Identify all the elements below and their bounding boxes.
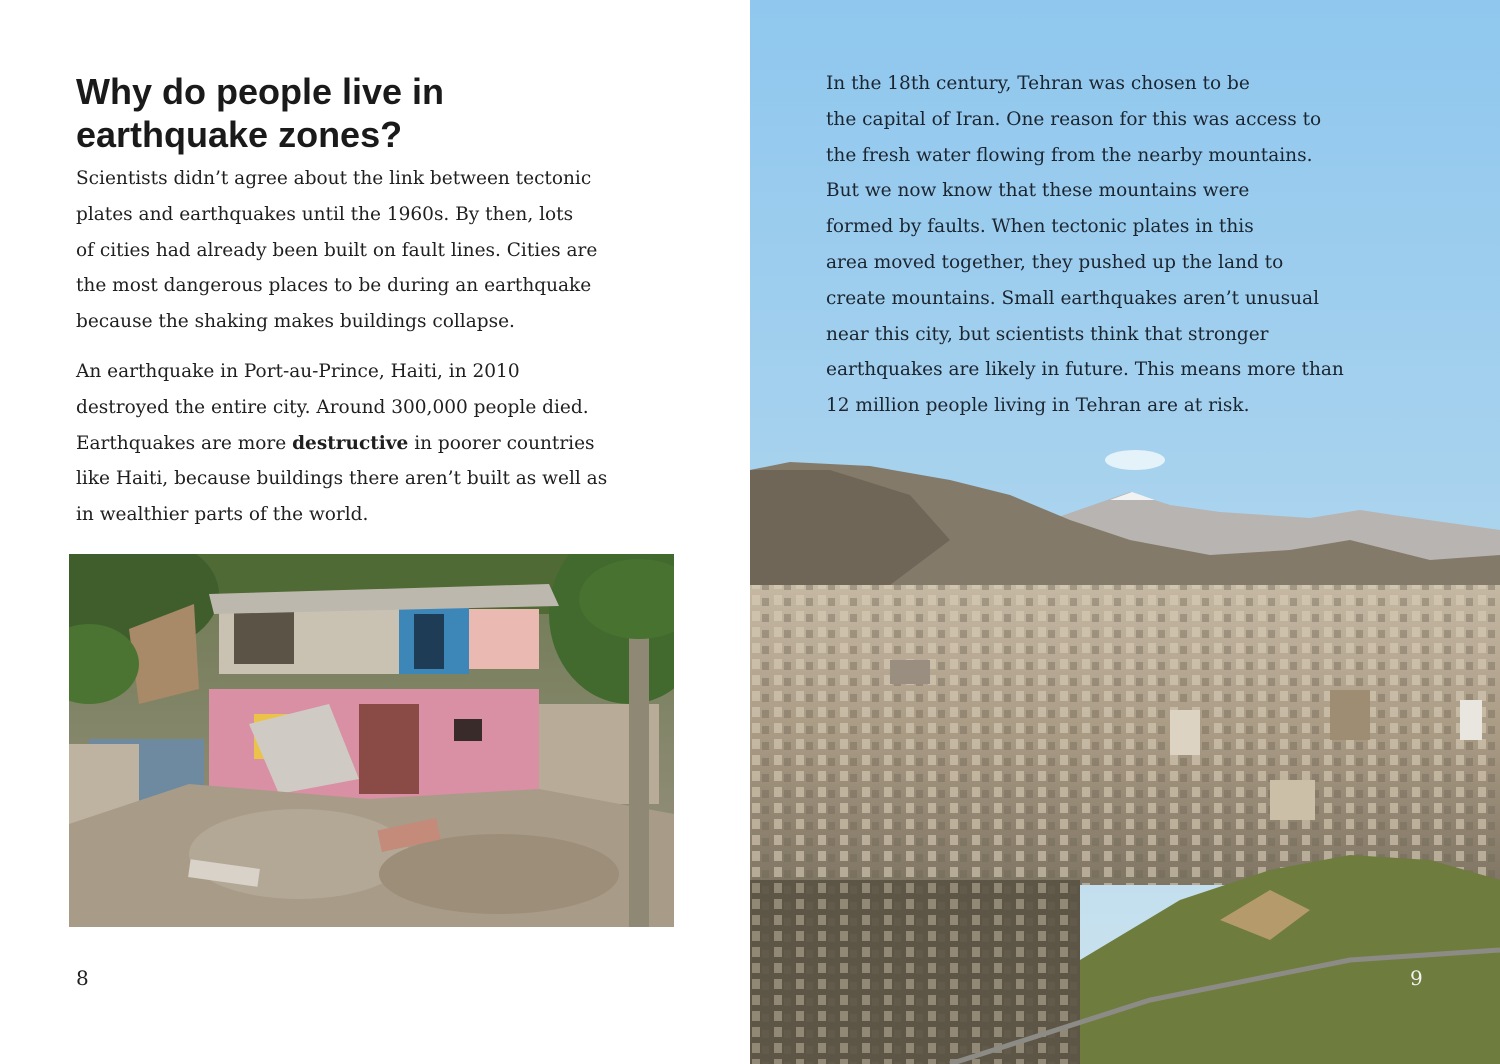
heading-line-2: earthquake zones? (76, 114, 403, 155)
keyword-destructive: destructive (292, 432, 409, 454)
text-line: create mountains. Small earthquakes aren’t unusual (826, 287, 1319, 309)
text-line: in wealthier parts of the world. (76, 504, 369, 526)
text-line: of cities had already been built on fault lines. Cities are (76, 239, 598, 261)
page-number-right: 9 (1410, 966, 1423, 990)
haiti-rubble-illustration (69, 554, 674, 927)
text-fragment: in poorer countries (408, 432, 595, 454)
text-line: In the 18th century, Tehran was chosen to be (826, 73, 1250, 94)
text-line-with-keyword (76, 426, 686, 462)
text-fragment: Earthquakes are more (76, 432, 293, 454)
text-line: destroyed the entire city. Around 300,000 people died. (76, 396, 589, 418)
text-line: the most dangerous places to be during an earthquake (76, 275, 592, 297)
text-line: area moved together, they pushed up the land to (826, 251, 1284, 273)
paragraph-haiti (76, 354, 686, 533)
text-line: Scientists didn’t agree about the link between tectonic (76, 168, 592, 189)
text-line: the capital of Iran. One reason for this was access to (826, 108, 1322, 130)
text-line: But we now know that these mountains were (826, 180, 1250, 202)
haiti-earthquake-photo (69, 554, 674, 927)
text-line: plates and earthquakes until the 1960s. By then, lots (76, 203, 574, 225)
text-line: because the shaking makes buildings collapse. (76, 311, 515, 333)
paragraph-tectonic-history (76, 161, 686, 340)
right-page (750, 0, 1500, 1064)
page-number-left: 8 (76, 966, 89, 990)
paragraph-tehran (826, 66, 1466, 424)
text-line: like Haiti, because buildings there aren’t built as well as (76, 468, 608, 490)
text-line: formed by faults. When tectonic plates in this (826, 216, 1254, 238)
heading-line-1: Why do people live in (76, 71, 445, 112)
text-line: earthquakes are likely in future. This means more than (826, 359, 1344, 381)
text-line: 12 million people living in Tehran are at risk. (826, 395, 1250, 417)
page-heading (76, 70, 696, 156)
text-line: near this city, but scientists think that stronger (826, 323, 1269, 345)
text-line: the fresh water flowing from the nearby mountains. (826, 144, 1313, 166)
text-line: An earthquake in Port-au-Prince, Haiti, in 2010 (76, 361, 520, 382)
